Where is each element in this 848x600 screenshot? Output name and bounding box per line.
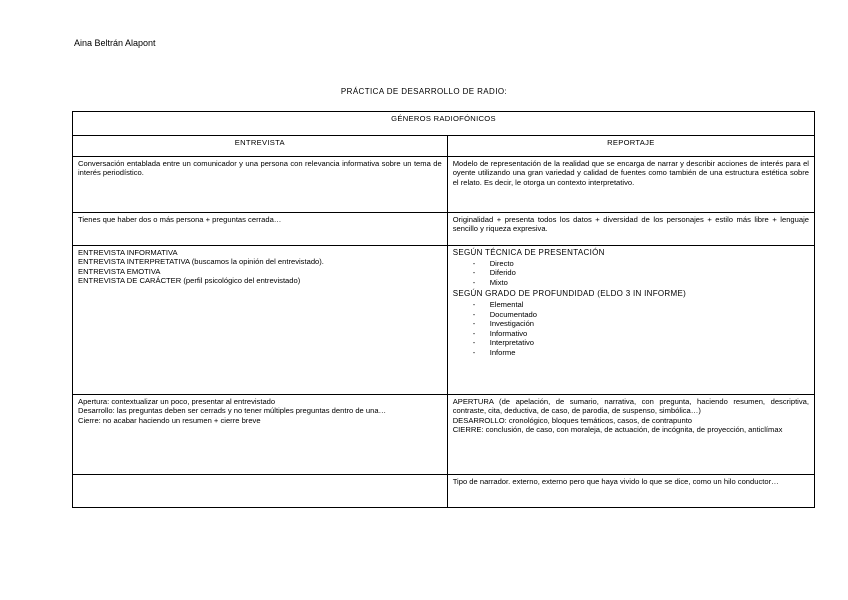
list-item: - Informe	[473, 348, 809, 357]
section-heading-tecnica: SEGÚN TÉCNICA DE PRESENTACIÓN	[452, 248, 605, 257]
list-item: CIERRE: conclusión, de caso, con moraleja, de actuación, de incógnita, de proyección, anticlímax	[452, 425, 783, 435]
tecnica-list	[453, 259, 809, 287]
table-row	[73, 213, 815, 246]
profundidad-list	[453, 300, 809, 357]
list-item: - Elemental	[473, 300, 809, 309]
column-header-row	[73, 136, 815, 157]
features-reportaje: Originalidad + presenta todos los datos + diversidad de los personajes + estilo más libre + lenguaje sencillo y riqueza expresiva.	[447, 213, 814, 246]
table-row	[73, 475, 815, 508]
list-item: Cierre: no acabar haciendo un resumen + cierre breve	[78, 415, 261, 425]
definition-reportaje: Modelo de representación de la realidad que se encarga de narrar y describir acciones de interés para el oyente utilizando una gran variedad y calidad de fuentes como también de una estructura estética sobre el relato. Es decir, le otorga un contexto interpretativo.	[447, 157, 814, 213]
list-item: ENTREVISTA DE CARÁCTER (perfil psicológico del entrevistado)	[78, 276, 301, 286]
list-item: Apertura: contextualizar un poco, presentar al entrevistado	[78, 397, 276, 406]
features-entrevista: Tienes que haber dos o más persona + preguntas cerrada…	[73, 213, 448, 246]
column-header-entrevista: ENTREVISTA	[73, 136, 448, 157]
list-item: - Directo	[473, 259, 809, 268]
list-item: APERTURA (de apelación, de sumario, narrativa, con pregunta, haciendo resumen, descriptiva, contraste, cita, deductiva, de caso, de parodia, de suspenso, simbólica…)	[452, 397, 809, 416]
table-heading: GÉNEROS RADIOFÓNICOS	[73, 112, 815, 136]
list-item: - Investigación	[473, 319, 809, 328]
list-item: ENTREVISTA INTERPRETATIVA (buscamos la opinión del entrevistado).	[78, 257, 324, 267]
structure-entrevista	[73, 395, 448, 475]
list-item: - Interpretativo	[473, 338, 809, 347]
list-item: - Documentado	[473, 310, 809, 319]
table-row	[73, 395, 815, 475]
definition-entrevista: Conversación entablada entre un comunicador y una persona con relevancia informativa sobre un tema de interés periodístico.	[73, 157, 448, 213]
table-row	[73, 246, 815, 395]
section-heading-profundidad: SEGÚN GRADO DE PROFUNDIDAD (ELDO 3 IN INFORME)	[452, 289, 687, 299]
structure-reportaje	[447, 395, 814, 475]
list-item: - Mixto	[473, 278, 809, 287]
narrator-reportaje: Tipo de narrador. externo, externo pero que haya vivido lo que se dice, como un hilo conductor…	[447, 475, 814, 508]
types-reportaje	[447, 246, 814, 395]
table-row	[73, 157, 815, 213]
list-item: Desarrollo: las preguntas deben ser cerrads y no tener múltiples preguntas dentro de una…	[78, 406, 387, 416]
narrator-entrevista	[73, 475, 448, 508]
table-heading-row	[73, 112, 815, 136]
list-item: ENTREVISTA INFORMATIVA	[78, 248, 178, 257]
list-item: ENTREVISTA EMOTIVA	[78, 266, 161, 276]
author-name: Aina Beltrán Alapont	[74, 38, 156, 48]
list-item: - Informativo	[473, 329, 809, 338]
types-entrevista	[73, 246, 448, 395]
document-title: PRÁCTICA DE DESARROLLO DE RADIO:	[340, 87, 508, 96]
list-item: DESARROLLO: cronológico, bloques temáticos, casos, de contrapunto	[452, 415, 693, 425]
column-header-reportaje: REPORTAJE	[447, 136, 814, 157]
genres-table	[72, 111, 815, 508]
list-item: - Diferido	[473, 268, 809, 277]
